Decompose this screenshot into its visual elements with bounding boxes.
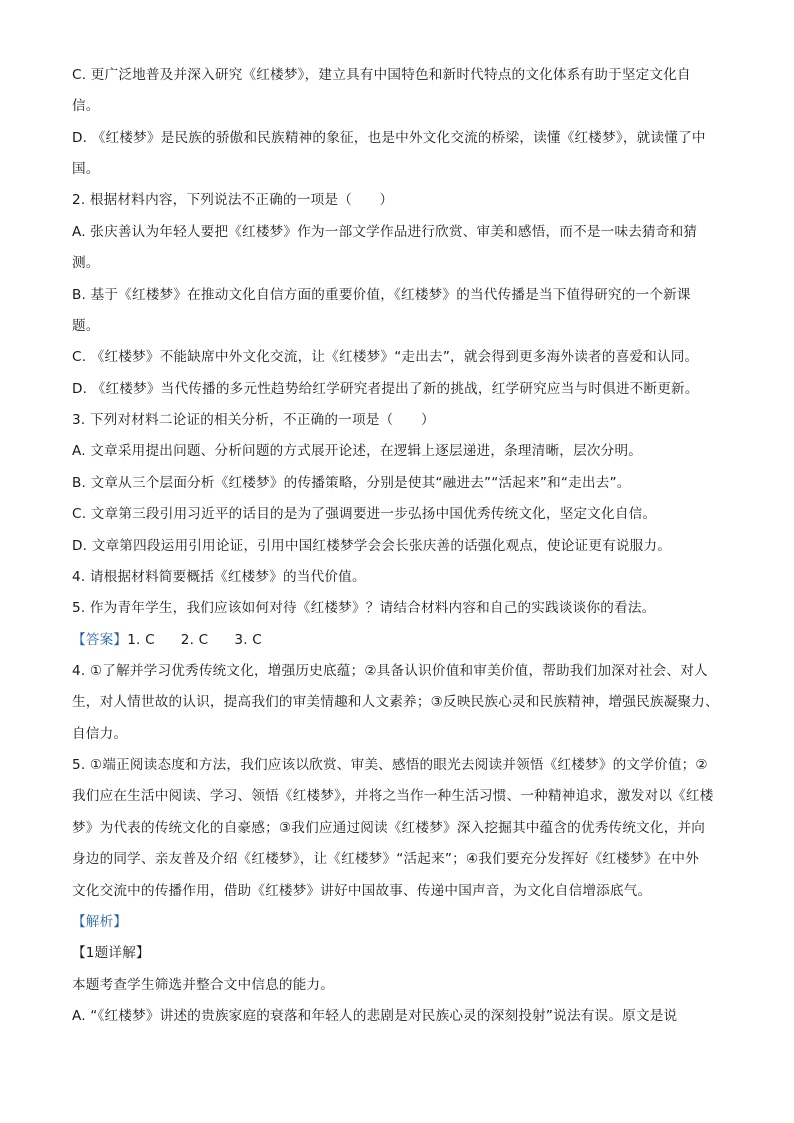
q3-option-b: B. 文章从三个层面分析《红楼梦》的传播策略，分别是使其“融进去”“活起来”和“走出去”。	[72, 475, 631, 491]
answer-5-line: 梦》为代表的传统文化的自豪感；③我们应通过阅读《红楼梦》深入挖掘其中蕴含的优秀传统文化，并向	[72, 820, 706, 836]
q2-option-b: B. 基于《红楼梦》在推动文化自信方面的重要价值，《红楼梦》的当代传播是当下值得研究的一个新课	[72, 287, 691, 303]
answer-4-line: 生，对人情世故的认识，提高我们的审美情趣和人文素养；③反映民族心灵和民族精神，增强民族凝聚力、	[72, 694, 719, 710]
answer-5-line: 我们应在生活中阅读、学习、领悟《红楼梦》，并将之当作一种生活习惯、一种精神追求，激发对以《红楼	[72, 788, 714, 804]
q3-option-d: D. 文章第四段运用引用论证，引用中国红楼梦学会会长张庆善的话强化观点，使论证更有说服力。	[72, 538, 672, 554]
option-d-text-cont: 国。	[72, 161, 100, 177]
question-4-stem: 4. 请根据材料简要概括《红楼梦》的当代价值。	[72, 569, 366, 585]
answer-5-line: 身边的同学、亲友普及介绍《红楼梦》，让《红楼梦》“活起来”；④我们要充分发挥好《红楼梦》在中外	[72, 851, 699, 867]
answer-5-line: 5. ①端正阅读态度和方法，我们应该以欣赏、审美、感悟的眼光去阅读并领悟《红楼梦》的文学价值；②	[72, 757, 708, 773]
question-3-stem: 3. 下列对材料二论证的相关分析，不正确的一项是（ ）	[72, 412, 435, 428]
answer-5-line: 文化交流中的传播作用，借助《红楼梦》讲好中国故事、传递中国声音，为文化自信增添底气。	[72, 883, 652, 899]
question-5-stem: 5. 作为青年学生，我们应该如何对待《红楼梦》？请结合材料内容和自己的实践谈谈你的看法。	[72, 600, 656, 616]
answer-label: 【答案】	[72, 632, 128, 648]
analysis-line: 本题考查学生筛选并整合文中信息的能力。	[72, 977, 335, 993]
answer-4-line: 自信力。	[72, 726, 128, 742]
answer-row	[72, 630, 732, 650]
q2-option-c: C. 《红楼梦》不能缺席中外文化交流，让《红楼梦》“走出去”，就会得到更多海外读者的喜爱和认同。	[72, 349, 699, 365]
answer-item: 3. C	[234, 632, 262, 648]
option-c-text-cont: 信。	[72, 98, 100, 114]
answer-4-line: 4. ①了解并学习优秀传统文化，增强历史底蕴；②具备认识价值和审美价值，帮助我们加深对社会、对人	[72, 663, 708, 679]
answer-item: 2. C	[180, 632, 209, 648]
q2-option-a: A. 张庆善认为年轻人要把《红楼梦》作为一部文学作品进行欣赏、审美和感悟，而不是一味去猜奇和猜	[72, 224, 698, 240]
answer-item: 1. C	[127, 632, 155, 648]
question-2-stem: 2. 根据材料内容，下列说法不正确的一项是（ ）	[72, 192, 394, 208]
analysis-label: 【解析】	[72, 914, 128, 930]
analysis-line: A. “《红楼梦》讲述的贵族家庭的衰落和年轻人的悲剧是对民族心灵的深刻投射”说法有误。原文是说	[72, 1008, 678, 1024]
q2-option-d: D. 《红楼梦》当代传播的多元性趋势给红学研究者提出了新的挑战，红学研究应当与时俱进不断更新。	[72, 381, 699, 397]
option-d-text: D. 《红楼梦》是民族的骄傲和民族精神的象征，也是中外文化交流的桥梁，读懂《红楼梦》，就读懂了中	[72, 130, 706, 146]
q3-option-a: A. 文章采用提出问题、分析问题的方式展开论述，在逻辑上逐层递进，条理清晰，层次分明。	[72, 443, 643, 459]
q3-option-c: C. 文章第三段引用习近平的话目的是为了强调要进一步弘扬中国优秀传统文化，坚定文化自信。	[72, 506, 657, 522]
q2-option-b-cont: 题。	[72, 318, 100, 334]
q2-option-a-cont: 测。	[72, 255, 100, 271]
detail-label: 【1题详解】	[72, 945, 150, 961]
option-c-text: C. 更广泛地普及并深入研究《红楼梦》，建立具有中国特色和新时代特点的文化体系有助于坚定文化自	[72, 67, 691, 83]
